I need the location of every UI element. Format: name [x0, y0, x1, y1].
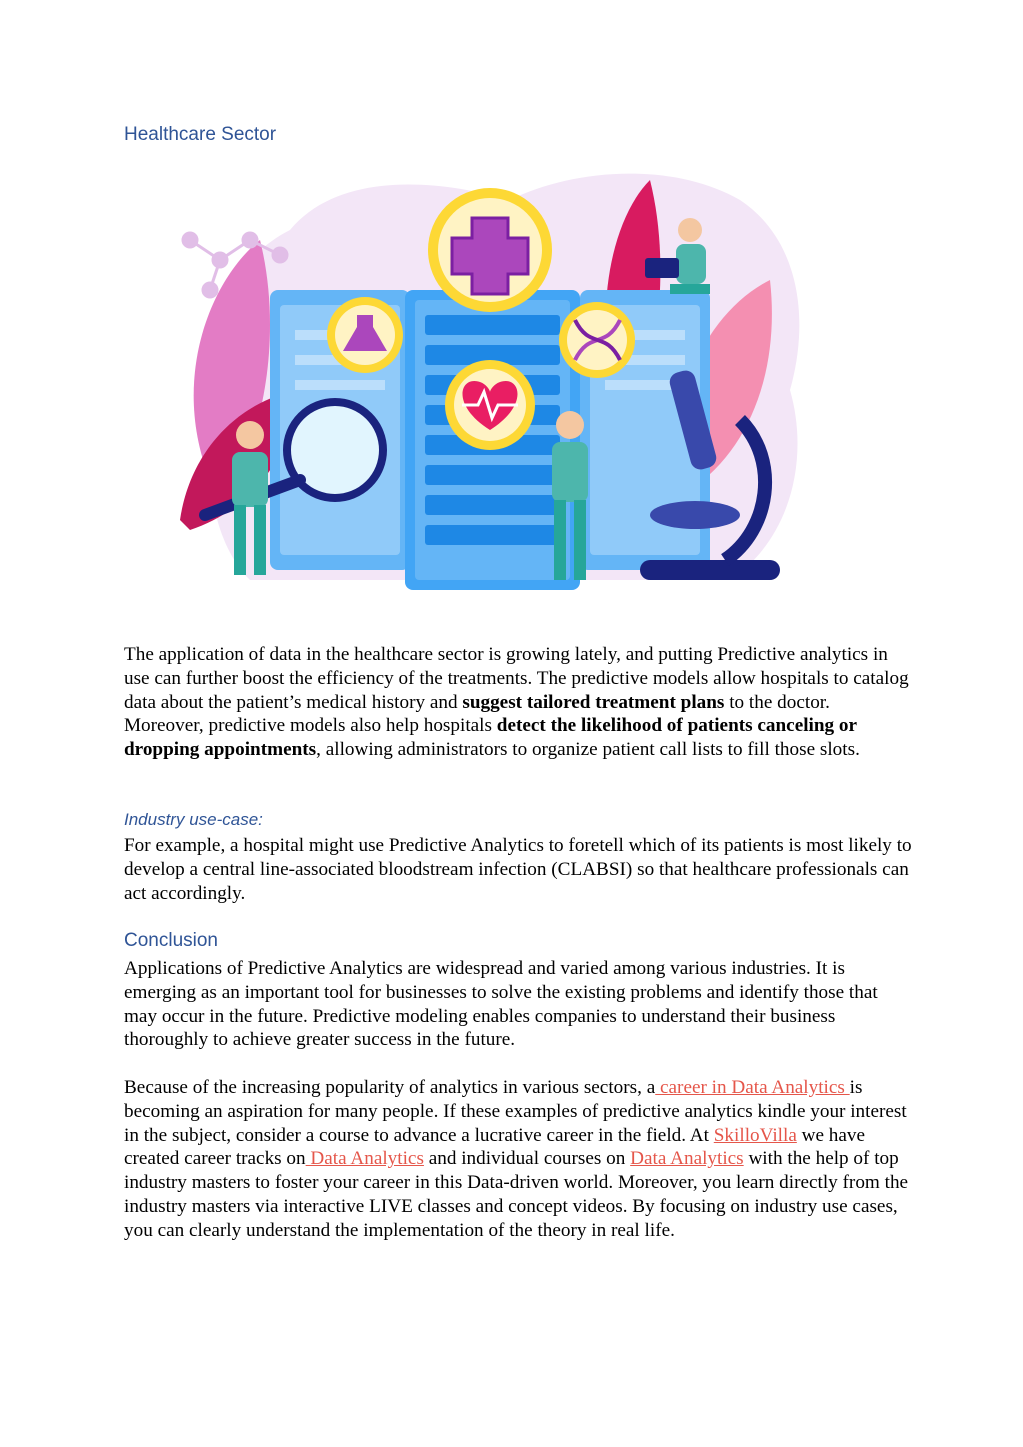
- closing-paragraph: Because of the increasing popularity of analytics in various sectors, a career in Data Analytics is becoming an aspiration for many people. If these examples of predictive analytics kindle your interest in the subject, consider a course to advance a lucrative career in the field. At SkilloVilla we have created career tracks on Data Analytics and individual courses on Data Analytics with the help of top industry masters to foster your career in this Data-driven world. Moreover, you learn directly from the industry masters via interactive LIVE classes and concept videos. By focusing on industry use cases, you can clearly understand the implementation of the theory in real life.: [124, 1077, 909, 1241]
- medical-cross-icon: [428, 188, 552, 312]
- healthcare-illustration: [150, 160, 810, 610]
- flask-icon: [327, 297, 403, 373]
- dna-icon: [559, 302, 635, 378]
- conclusion-title: Conclusion: [124, 930, 218, 951]
- conclusion-paragraph: Applications of Predictive Analytics are widespread and varied among various industries. It is emerging as an important tool for businesses to solve the existing problems and identify those that may occur in the future. Predictive modeling enables companies to understand their business thoroughly to achieve greater success in the future.: [124, 958, 878, 1051]
- career-data-analytics-link[interactable]: career in Data Analytics: [655, 1077, 850, 1098]
- data-analytics-course-link[interactable]: Data Analytics: [630, 1148, 744, 1170]
- skillovilla-link[interactable]: SkilloVilla: [713, 1124, 797, 1146]
- healthcare-paragraph: The application of data in the healthcare sector is growing lately, and putting Predictive analytics in use can further boost the efficiency of the treatments. The predictive models allow hospitals to catalog data about the patient’s medical history and suggest tailored treatment plans to the doctor. Moreover, predictive models also help hospitals detect the likelihood of patients canceling or dropping appointments, allowing administrators to organize patient call lists to fill those slots.: [124, 644, 909, 761]
- use-case-paragraph: For example, a hospital might use Predictive Analytics to foretell which of its patients is most likely to develop a central line-associated bloodstream infection (CLABSI) so that healthcare professionals can act accordingly.: [124, 835, 912, 904]
- data-analytics-track-link[interactable]: Data Analytics: [305, 1148, 424, 1170]
- bold-tailored-plans: suggest tailored treatment plans: [462, 691, 725, 713]
- bold-detect-likelihood: detect the likelihood of patients canceling or dropping appointments: [124, 715, 857, 761]
- section-title: Healthcare Sector: [124, 124, 277, 145]
- use-case-label: Industry use-case:: [124, 810, 263, 829]
- heartbeat-icon: [445, 360, 535, 450]
